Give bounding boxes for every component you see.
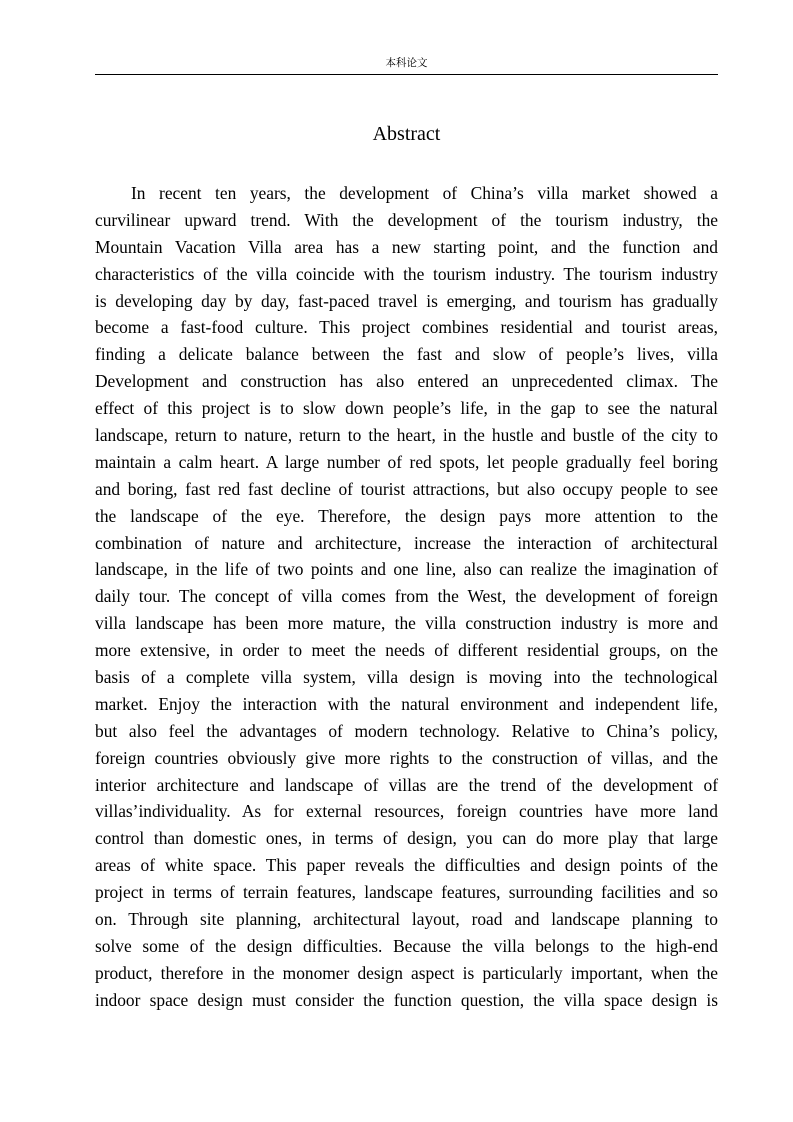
running-title: 本科论文 <box>385 57 428 69</box>
text-line: market. Enjoy the interaction with the natural environment and independent life, <box>95 693 718 714</box>
text-line: become a fast-food culture. This project combines residential and tourist areas, <box>95 317 718 338</box>
text-line: curvilinear upward trend. With the development of the tourism industry, the <box>95 209 718 230</box>
text-line: more extensive, in order to meet the needs of different residential groups, on the <box>95 640 718 661</box>
text-line: on. Through site planning, architectural layout, road and landscape planning to <box>95 909 718 930</box>
text-line: but also feel the advantages of modern technology. Relative to China’s policy, <box>95 720 718 741</box>
abstract-title: Abstract <box>372 123 441 145</box>
text-line: villas’individuality. As for external resources, foreign countries have more land <box>95 801 718 822</box>
text-line: foreign countries obviously give more rights to the construction of villas, and the <box>95 747 718 768</box>
text-line: Mountain Vacation Villa area has a new starting point, and the function and <box>95 236 718 257</box>
text-line: effect of this project is to slow down people’s life, in the gap to see the natural <box>95 398 718 419</box>
text-line: interior architecture and landscape of villas are the trend of the development of <box>95 774 718 795</box>
text-line: In recent ten years, the development of China’s villa market showed a <box>131 183 718 203</box>
text-line: daily tour. The concept of villa comes from the West, the development of foreign <box>95 586 718 607</box>
text-line: areas of white space. This paper reveals the difficulties and design points of the <box>95 855 718 876</box>
text-line: maintain a calm heart. A large number of red spots, let people gradually feel boring <box>95 451 718 472</box>
text-line: solve some of the design difficulties. Because the villa belongs to the high-end <box>95 935 718 956</box>
text-line: villa landscape has been more mature, the villa construction industry is more and <box>95 613 718 634</box>
text-line: indoor space design must consider the function question, the villa space design is <box>95 989 718 1010</box>
text-line: product, therefore in the monomer design aspect is particularly important, when the <box>95 962 718 983</box>
page-header <box>95 54 718 75</box>
text-line: control than domestic ones, in terms of design, you can do more play that large <box>95 828 718 849</box>
text-line: finding a delicate balance between the fast and slow of people’s lives, villa <box>95 344 718 365</box>
text-line: basis of a complete villa system, villa design is moving into the technological <box>95 667 718 688</box>
text-line: the landscape of the eye. Therefore, the design pays more attention to the <box>95 505 718 526</box>
text-line: Development and construction has also entered an unprecedented climax. The <box>95 371 718 392</box>
text-line: combination of nature and architecture, increase the interaction of architectural <box>95 532 718 553</box>
text-line: landscape, in the life of two points and one line, also can realize the imagination of <box>95 559 718 580</box>
text-line: landscape, return to nature, return to the heart, in the hustle and bustle of the city to <box>95 425 718 446</box>
text-line: characteristics of the villa coincide with the tourism industry. The tourism industry <box>95 263 718 284</box>
text-line: and boring, fast red fast decline of tourist attractions, but also occupy people to see <box>95 478 718 499</box>
text-line: is developing day by day, fast-paced travel is emerging, and tourism has gradually <box>95 290 718 311</box>
abstract-body <box>95 180 718 1014</box>
text-line: project in terms of terrain features, landscape features, surrounding facilities and so <box>95 882 718 903</box>
